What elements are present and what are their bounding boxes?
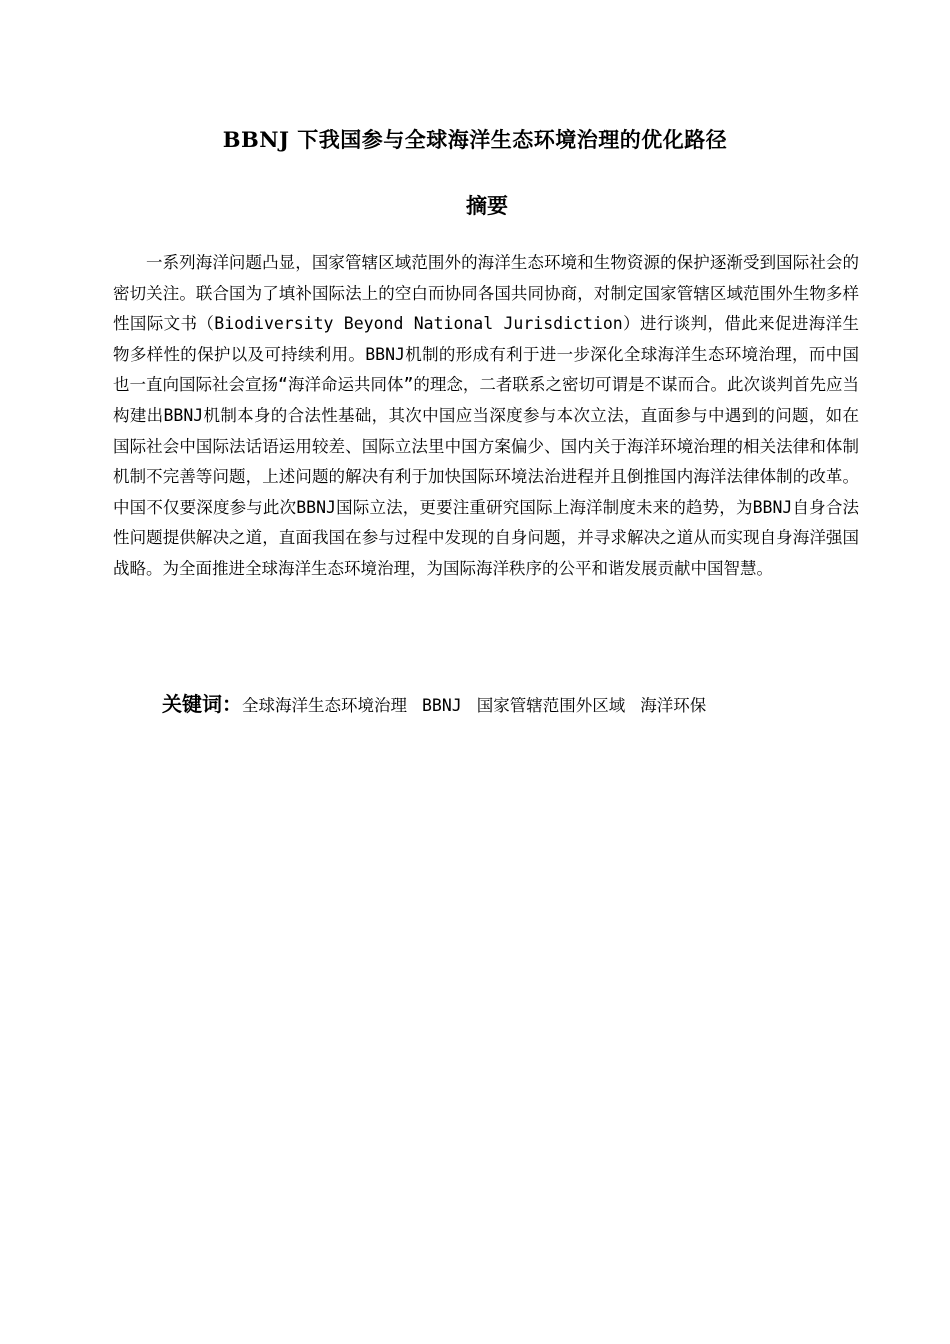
keywords-label: 关键词： (162, 692, 242, 716)
document-title: BBNJ 下我国参与全球海洋生态环境治理的优化路径 (222, 127, 728, 152)
abstract-paragraph: 一系列海洋问题凸显，国家管辖区域范围外的海洋生态环境和生物资源的保护逐渐受到国际社会的密切关注。联合国为了填补国际法上的空白而协同各国共同协商，对制定国家管辖区域范围外生物多样性国际文书（Biodiversity Beyond National Jurisdiction）进行谈判，借此来促进海洋生物多样性的保护以及可持续利用。BBNJ机制的形成有利于进一步深化全球海洋生态环境治理，而中国也一直向国际社会宣扬“海洋命运共同体”的理念，二者联系之密切可谓是不谋而合。此次谈判首先应当构建出BBNJ机制本身的合法性基础，其次中国应当深度参与本次立法，直面参与中遇到的问题，如在国际社会中国际法话语运用较差、国际立法里中国方案偏少、国内关于海洋环境治理的相关法律和体制机制不完善等问题，上述问题的解决有利于加快国际环境法治进程并且倒推国内海洋法律体制的改革。中国不仅要深度参与此次BBNJ国际立法，更要注重研究国际上海洋制度未来的趋势，为BBNJ自身合法性问题提供解决之道，直面我国在参与过程中发现的自身问题，并寻求解决之道从而实现自身海洋强国战略。为全面推进全球海洋生态环境治理，为国际海洋秩序的公平和谐发展贡献中国智慧。 (113, 253, 859, 578)
abstract-heading: 摘要 (466, 194, 508, 218)
keyword-item: 海洋环保 (640, 696, 707, 715)
keywords-line (162, 688, 882, 722)
keyword-item: 国家管辖范围外区域 (476, 696, 626, 715)
keyword-item: 全球海洋生态环境治理 (242, 696, 407, 715)
keyword-item: BBNJ (422, 696, 462, 715)
